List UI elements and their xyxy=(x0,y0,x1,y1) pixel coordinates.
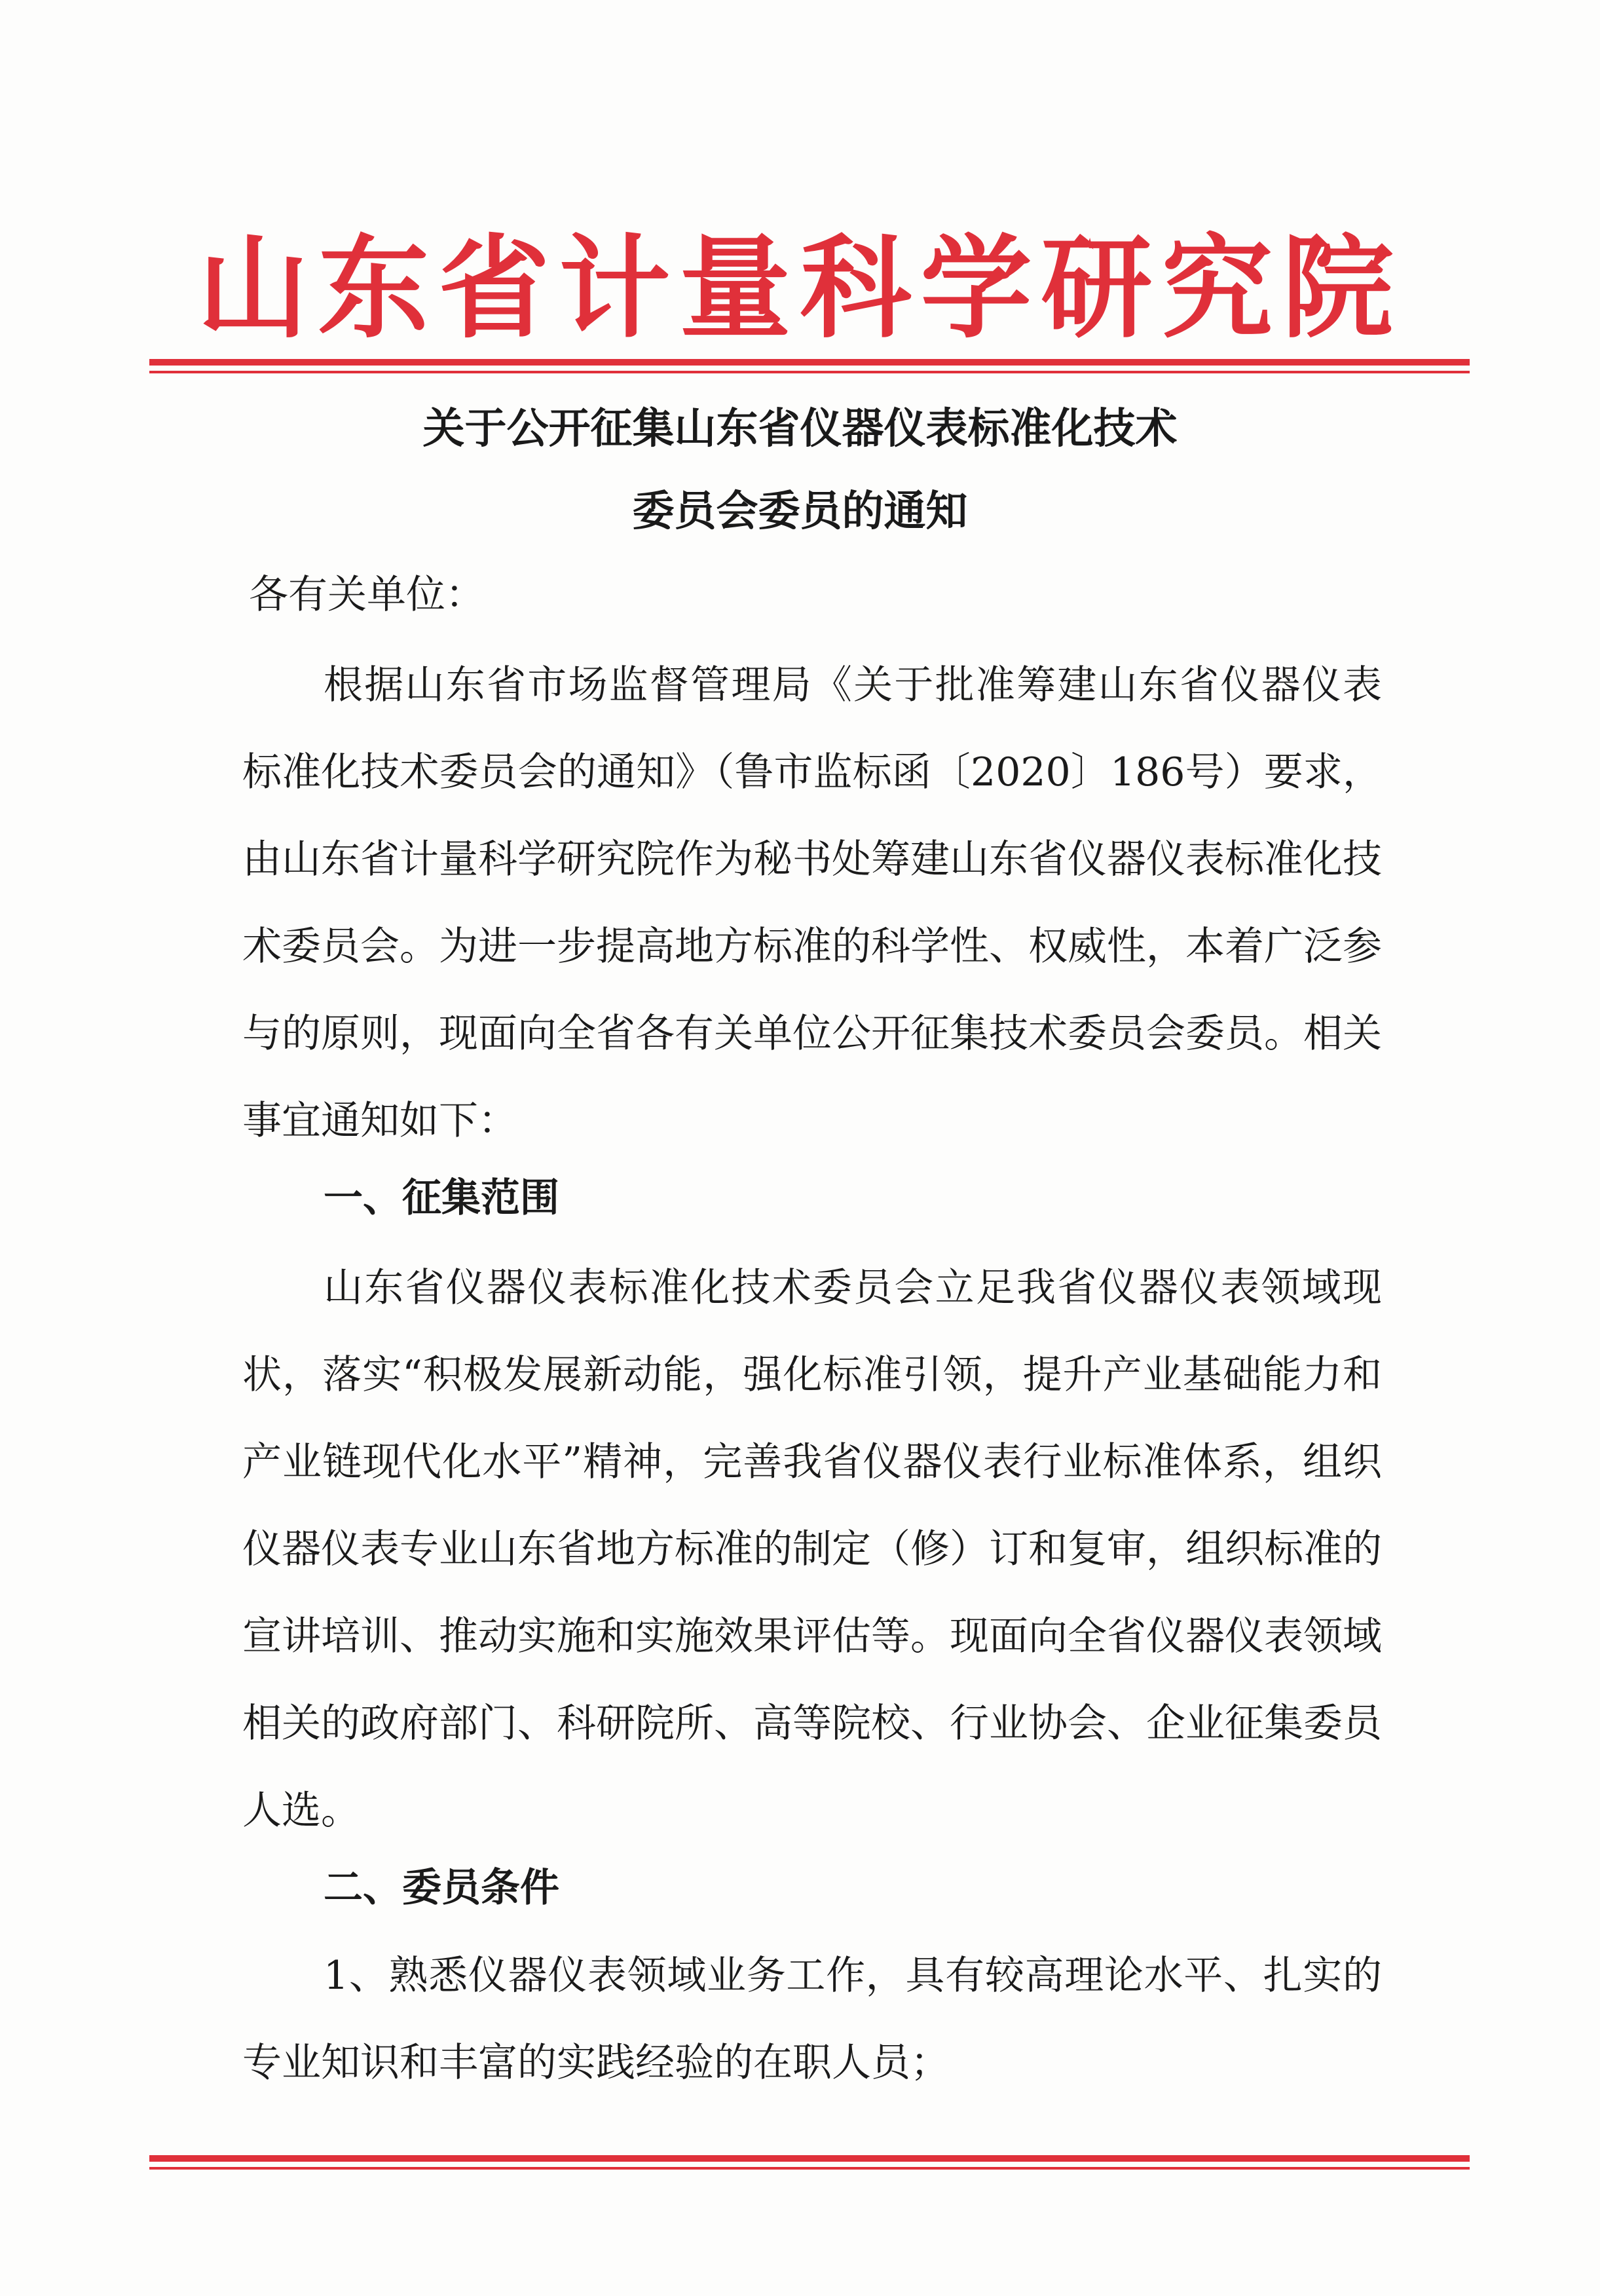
header-rule-thick xyxy=(149,359,1470,366)
section2-heading: 二、委员条件 xyxy=(324,1865,559,1911)
notice-title-line1: 关于公开征集山东省仪器仪表标准化技术 xyxy=(422,405,1178,453)
salutation: 各有关单位： xyxy=(249,572,485,618)
header-rule-thin xyxy=(149,371,1470,373)
section2-item1: 1、熟悉仪器仪表领域业务工作，具有较高理论水平、扎实的专业知识和丰富的实践经验的在职人员； xyxy=(242,1953,1382,2086)
section1-heading: 一、征集范围 xyxy=(324,1175,559,1221)
footer-rule-thin xyxy=(149,2167,1470,2170)
paragraph-intro: 根据山东省市场监督管理局《关于批准筹建山东省仪器仪表标准化技术委员会的通知》（鲁市监标函〔2020〕186号）要求，由山东省计量科学研究院作为秘书处筹建山东省仪器仪表标准化技术委员会。为进一步提高地方标准的科学性、权威性，本着广泛参与的原则，现面向全省各有关单位公开征集技术委员会委员。相关事宜通知如下： xyxy=(242,662,1382,1144)
notice-title-line2: 委员会委员的通知 xyxy=(632,487,968,536)
footer-rule-thick xyxy=(149,2155,1470,2162)
section1-body: 山东省仪器仪表标准化技术委员会立足我省仪器仪表领域现状，落实“积极发展新动能，强化标准引领，提升产业基础能力和产业链现代化水平”精神，完善我省仪器仪表行业标准体系，组织仪器仪表专业山东省地方标准的制定（修）订和复审，组织标准的宣讲培训、推动实施和实施效果评估等。现面向全省仪器仪表领域相关的政府部门、科研院所、高等院校、行业协会、企业征集委员人选。 xyxy=(242,1265,1382,1834)
letterhead-org-name: 山东省计量科学研究院 xyxy=(197,223,1403,354)
